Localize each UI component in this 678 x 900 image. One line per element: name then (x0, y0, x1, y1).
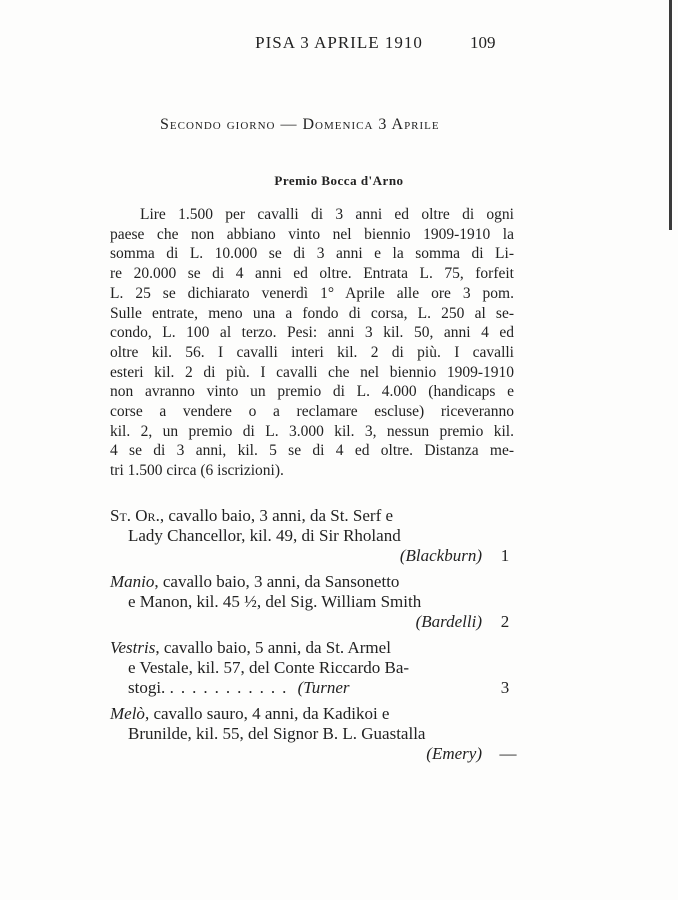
race-description-line: non avranno vinto un premio di L. 4.000 (handicaps e (110, 383, 514, 401)
result-entry (110, 704, 517, 764)
entry-details: , cavallo sauro, 4 anni, da Kadikoi e (144, 704, 390, 723)
race-description-line: tri 1.500 circa (6 iscrizioni). (110, 462, 284, 480)
entry-line: e Manon, kil. 45 ½, del Sig. William Smith (128, 592, 422, 611)
race-description-line: corse a vendere o a reclamare escluse) riceveranno (110, 403, 514, 421)
race-description-line: L. 25 se dichiarato venerdì 1° Aprile alle ore 3 pom. (110, 284, 514, 302)
race-description-line: Lire 1.500 per cavalli di 3 anni ed oltre di ogni (140, 206, 514, 223)
race-description-line: paese che non abbiano vinto nel biennio 1909-1910 la (110, 225, 514, 243)
race-description-line: 4 se di 3 anni, kil. 5 se di 4 ed oltre. Distanza me- (110, 442, 514, 460)
race-description-line: kil. 2, un premio di L. 3.000 kil. 3, nessun premio kil. (110, 422, 514, 440)
entry-line (110, 704, 514, 724)
race-description-line: somma di L. 10.000 se di 3 anni e la somma di Li- (110, 245, 514, 263)
horse-name: Vestris (110, 638, 156, 657)
jockey-name: (Turner (297, 678, 350, 697)
result-entry (110, 506, 514, 566)
entry-line: e Vestale, kil. 57, del Conte Riccardo Ba- (128, 658, 410, 677)
entry-line (110, 506, 514, 526)
horse-name: Melò (110, 704, 145, 723)
entry-line (110, 546, 514, 566)
entry-line (110, 612, 514, 632)
race-description-line: oltre kil. 56. I cavalli interi kil. 2 di più. I cavalli (110, 343, 514, 361)
horse-name: Manio (110, 572, 155, 591)
day-heading: Secondo giorno — Domenica 3 Aprile (160, 116, 440, 133)
page-number: 109 (470, 33, 496, 52)
race-description-line: re 20.000 se di 4 anni ed oltre. Entrata L. 75, forfeit (110, 265, 514, 283)
race-description-line: Sulle entrate, meno una a fondo di corsa, L. 250 al se- (110, 304, 514, 322)
result-entry (110, 572, 514, 632)
finishing-place: — (499, 744, 517, 763)
entry-line (110, 744, 514, 764)
finishing-place: 2 (500, 612, 510, 631)
running-header-title: PISA 3 APRILE 1910 (255, 33, 423, 52)
entry-line: Lady Chancellor, kil. 49, di Sir Rholand (128, 526, 401, 545)
race-description-line: condo, L. 100 al terzo. Pesi: anni 3 kil. 50, anni 4 ed (110, 324, 514, 342)
race-results (110, 506, 517, 770)
horse-name: St. Or. (110, 506, 160, 525)
result-entry (110, 638, 514, 698)
entry-details: stogi. (128, 678, 166, 697)
finishing-place: 3 (500, 678, 510, 697)
entry-line (110, 572, 514, 592)
jockey-name: (Blackburn) (399, 546, 482, 565)
entry-details: , cavallo baio, 3 anni, da Sansonetto (154, 572, 400, 591)
finishing-place: 1 (500, 546, 510, 565)
entry-line: Brunilde, kil. 55, del Signor B. L. Guastalla (128, 724, 426, 743)
leader-dots: ........... (169, 678, 294, 697)
entry-line (110, 638, 514, 658)
entry-line (110, 678, 514, 698)
jockey-name: (Emery) (426, 744, 482, 763)
race-title: Premio Bocca d'Arno (274, 173, 404, 188)
race-description (110, 205, 514, 481)
race-description-line: esteri kil. 2 di più. I cavalli che nel biennio 1909-1910 (110, 363, 514, 381)
entry-details: , cavallo baio, 5 anni, da St. Armel (155, 638, 391, 657)
jockey-name: (Bardelli) (415, 612, 482, 631)
entry-details: , cavallo baio, 3 anni, da St. Serf e (159, 506, 394, 525)
